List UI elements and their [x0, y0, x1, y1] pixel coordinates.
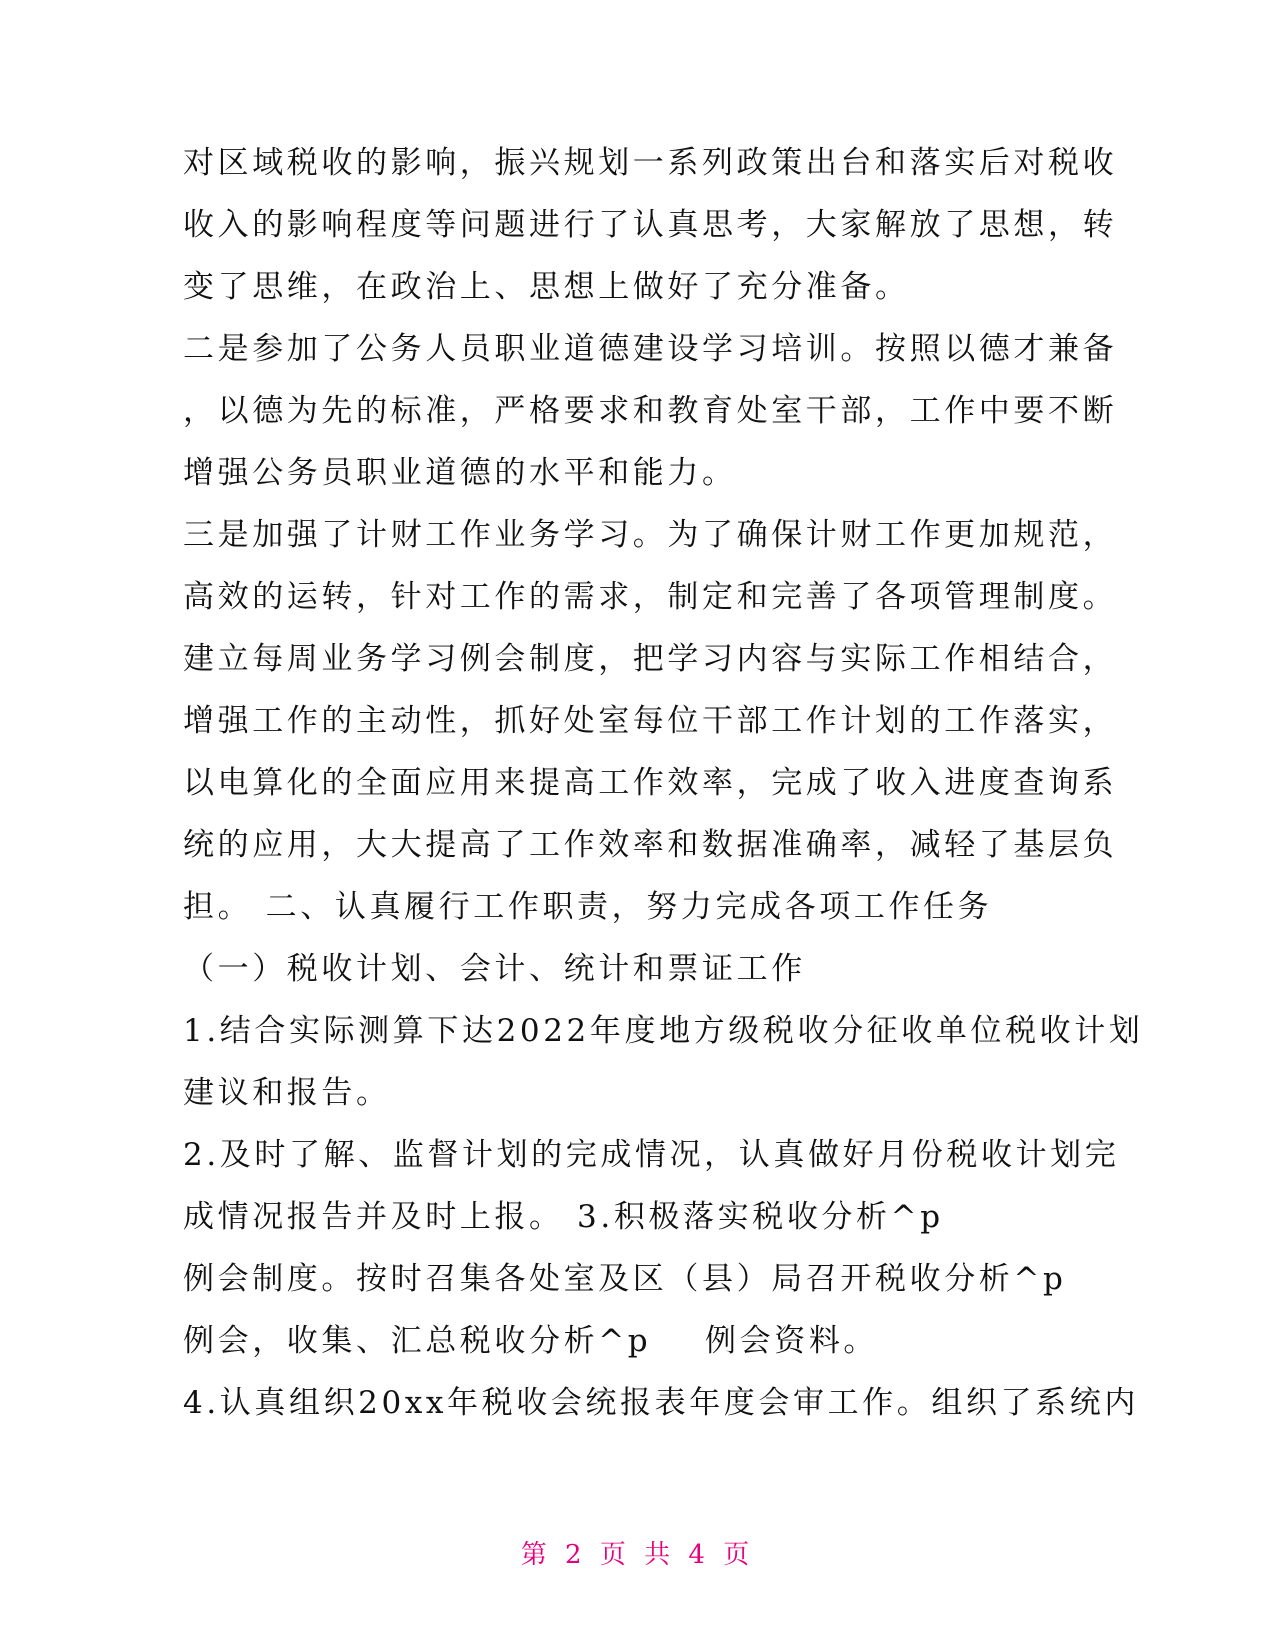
text-line: 担。 二、认真履行工作职责，努力完成各项工作任务: [183, 889, 993, 925]
text-line: 1.结合实际测算下达2022年度地方级税收分征收单位税收计划: [183, 1013, 1144, 1049]
text-line: 以电算化的全面应用来提高工作效率，完成了收入进度查询系: [183, 765, 1118, 801]
text-line: 增强公务员职业道德的水平和能力。: [183, 455, 737, 491]
text-line: 建议和报告。: [183, 1075, 391, 1111]
section-heading: （一）税收计划、会计、统计和票证工作: [183, 951, 806, 987]
text-line: 三是加强了计财工作业务学习。为了确保计财工作更加规范，: [183, 517, 1118, 553]
page-footer: 第 2 页 共 4 页: [520, 1540, 755, 1570]
text-line: 二是参加了公务人员职业道德建设学习培训。按照以德才兼备: [183, 331, 1118, 367]
text-line: 例会制度。按时召集各处室及区（县）局召开税收分析^p: [183, 1261, 1067, 1297]
text-line: ，以德为先的标准，严格要求和教育处室干部，工作中要不断: [183, 393, 1118, 429]
text-line: 例会，收集、汇总税收分析^p 例会资料。: [183, 1323, 879, 1359]
text-line: 4.认真组织20xx年税收会统报表年度会审工作。组织了系统内: [183, 1385, 1139, 1421]
text-line: 增强工作的主动性，抓好处室每位干部工作计划的工作落实，: [183, 703, 1118, 739]
text-line: 对区域税收的影响，振兴规划一系列政策出台和落实后对税收: [183, 145, 1118, 181]
text-line: 2.及时了解、监督计划的完成情况，认真做好月份税收计划完: [183, 1137, 1120, 1173]
text-line: 高效的运转，针对工作的需求，制定和完善了各项管理制度。: [183, 579, 1118, 615]
text-line: 成情况报告并及时上报。 3.积极落实税收分析^p: [183, 1199, 944, 1235]
text-line: 建立每周业务学习例会制度，把学习内容与实际工作相结合，: [183, 641, 1118, 677]
text-line: 收入的影响程度等问题进行了认真思考，大家解放了思想，转: [183, 207, 1118, 243]
text-line: 变了思维，在政治上、思想上做好了充分准备。: [183, 269, 910, 305]
text-line: 统的应用，大大提高了工作效率和数据准确率，减轻了基层负: [183, 827, 1118, 863]
